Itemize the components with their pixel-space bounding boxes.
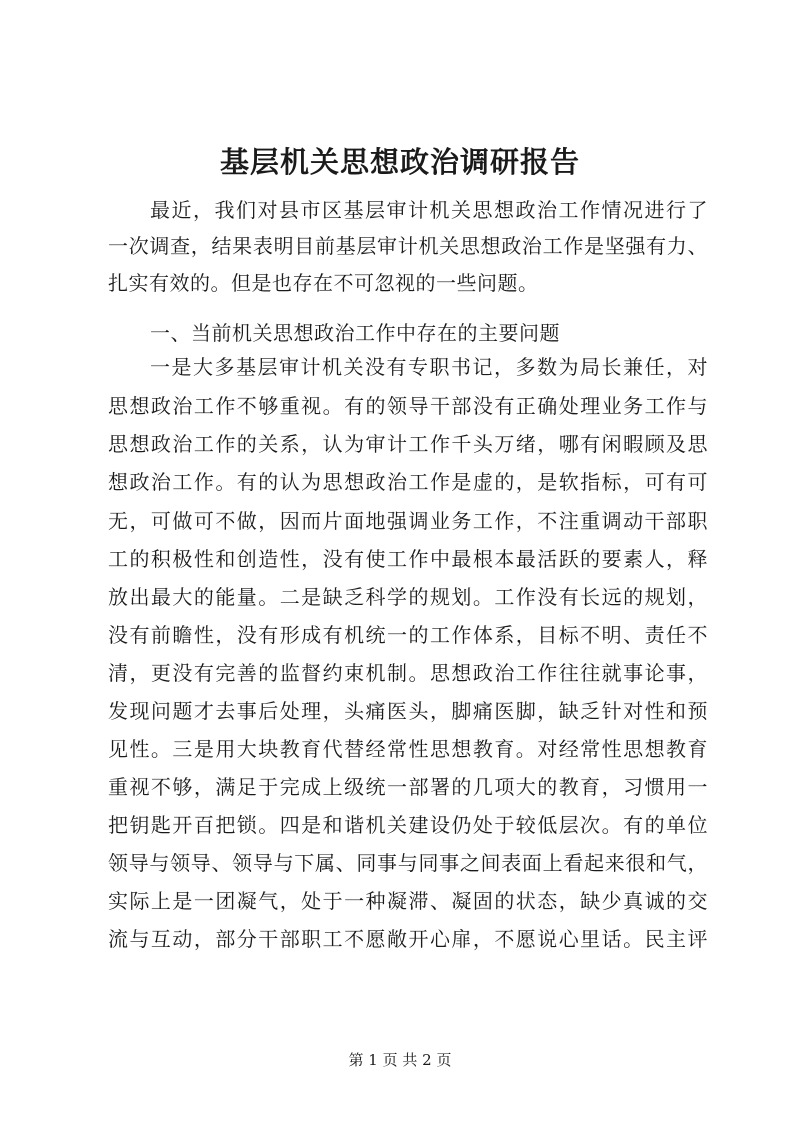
paragraph-line: 一次调查，结果表明目前基层审计机关思想政治工作是坚强有力、 [108,234,708,258]
paragraph-line: 放出最大的能量。二是缺乏科学的规划。工作没有长远的规划， [108,585,708,609]
section-heading: 一、当前机关思想政治工作中存在的主要问题 [150,321,560,345]
paragraph-line: 扎实有效的。但是也存在不可忽视的一些问题。 [108,271,539,295]
document-title: 基层机关思想政治调研报告 [219,145,580,179]
paragraph-line: 清，更没有完善的监督约束机制。思想政治工作往往就事论事， [108,661,708,685]
paragraph-line: 领导与领导、领导与下属、同事与同事之间表面上看起来很和气， [108,851,708,875]
paragraph-line: 工的积极性和创造性，没有使工作中最根本最活跃的要素人，释 [108,547,708,571]
paragraph-line: 想政治工作。有的认为思想政治工作是虚的，是软指标，可有可 [108,470,708,494]
paragraph-line: 没有前瞻性，没有形成有机统一的工作体系，目标不明、责任不 [108,623,708,647]
paragraph-line: 见性。三是用大块教育代替经常性思想教育。对经常性思想教育 [108,737,708,761]
paragraph-line: 发现问题才去事后处理，头痛医头，脚痛医脚，缺乏针对性和预 [108,699,708,723]
paragraph-line: 无，可做可不做，因而片面地强调业务工作，不注重调动干部职 [108,509,708,533]
paragraph-line: 思想政治工作不够重视。有的领导干部没有正确处理业务工作与 [108,394,708,418]
paragraph-line: 实际上是一团凝气，处于一种凝滞、凝固的状态，缺少真诚的交 [108,889,708,913]
paragraph-line: 思想政治工作的关系，认为审计工作千头万绪，哪有闲暇顾及思 [108,432,708,456]
paragraph-line: 流与互动，部分干部职工不愿敞开心扉，不愿说心里话。民主评 [108,927,708,951]
paragraph-line: 把钥匙开百把锁。四是和谐机关建设仍处于较低层次。有的单位 [108,813,708,837]
paragraph-line: 重视不够，满足于完成上级统一部署的几项大的教育，习惯用一 [108,775,708,799]
page-number-footer: 第 1 页 共 2 页 [348,1051,452,1069]
paragraph-line: 最近，我们对县市区基层审计机关思想政治工作情况进行了 [150,198,708,222]
paragraph-line: 一是大多基层审计机关没有专职书记，多数为局长兼任，对 [150,355,708,379]
